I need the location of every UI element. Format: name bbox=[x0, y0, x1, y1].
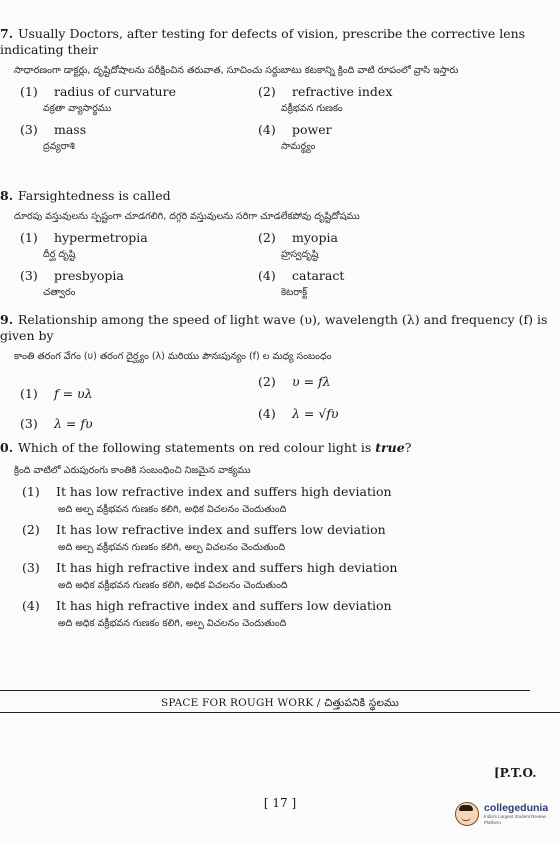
option: (4) cataract కెటరాక్ట్ bbox=[258, 268, 345, 298]
option: (1) hypermetropia దీర్ఘ దృష్టి bbox=[20, 230, 148, 260]
option: (1) It has low refractive index and suffers high deviation అది అల్ప వక్రీభవన గుణకం కలిగి, అధిక విచలనం చెందుతుంది bbox=[22, 484, 392, 515]
question-8-stem: 8. Farsightedness is called bbox=[0, 188, 171, 203]
question-7-telugu: సాధారణంగా డాక్టర్లు, దృష్టిదోషాలను పరీక్షించిన తరువాత, సూచించు సర్దుబాటు కటకాన్ని క్రింది వాటి రూపంలో వ్రాసి ఇస్తారు bbox=[14, 65, 459, 76]
rough-work-label: SPACE FOR ROUGH WORK / చిత్తుపనికి స్థలము bbox=[160, 697, 400, 709]
collegedunia-logo bbox=[455, 800, 555, 828]
question-8-telugu: దూరపు వస్తువులను స్పష్టంగా చూడగలిగి, దగ్గరి వస్తువులను సరిగా చూడలేకపోవు దృష్టిదోషము bbox=[14, 211, 360, 222]
question-9-telugu: కాంతి తరంగ వేగం (υ) తరంగ దైర్ఘ్యం (λ) మరియు పౌనఃపున్యం (f) ల మధ్య సంబంధం bbox=[14, 351, 332, 362]
option: (2) It has low refractive index and suffers low deviation అది అల్ప వక్రీభవన గుణకం కలిగి, అల్ప విచలనం చెందుతుంది bbox=[22, 522, 386, 553]
option: (4) It has high refractive index and suffers low deviation అది అధిక వక్రీభవన గుణకం కలిగి, అల్ప విచలనం చెందుతుంది bbox=[22, 598, 392, 629]
question-10-telugu: క్రింది వాటిలో ఎరుపురంగు కాంతికి సంబంధించి నిజమైన వాక్యము bbox=[14, 465, 251, 476]
avatar-icon bbox=[455, 802, 479, 826]
question-8 bbox=[0, 188, 548, 306]
question-9-options bbox=[20, 374, 548, 432]
option: (3) It has high refractive index and suffers high deviation అది అధిక వక్రీభవన గుణకం కలిగి, అధిక విచలనం చెందుతుంది bbox=[22, 560, 398, 591]
question-number: 9. bbox=[0, 312, 14, 327]
question-number: 0. bbox=[0, 440, 14, 455]
option: (3) λ = fυ bbox=[20, 416, 93, 431]
question-10-stem: 0. Which of the following statements on red colour light is true? bbox=[0, 440, 412, 455]
option: (3) presbyopia చత్వారం bbox=[20, 268, 124, 298]
logo-name: collegedunia bbox=[484, 802, 549, 814]
question-7-stem: 7. Usually Doctors, after testing for defects of vision, prescribe the corrective lens indicating their bbox=[0, 26, 526, 57]
question-number: 7. bbox=[0, 26, 14, 41]
question-8-options bbox=[20, 230, 548, 306]
option: (4) λ = √fυ bbox=[258, 406, 339, 421]
divider-line bbox=[0, 690, 530, 691]
option: (2) υ = fλ bbox=[258, 374, 331, 389]
question-7 bbox=[0, 26, 548, 160]
option: (1) radius of curvature వక్రతా వ్యాసార్థము bbox=[20, 84, 176, 114]
question-number: 8. bbox=[0, 188, 14, 203]
question-10 bbox=[0, 440, 548, 636]
option: (1) f = υλ bbox=[20, 386, 93, 401]
option: (4) power సామర్థ్యం bbox=[258, 122, 332, 152]
option: (2) refractive index వక్రీభవన గుణకం bbox=[258, 84, 393, 114]
question-9 bbox=[0, 312, 548, 432]
divider-line bbox=[0, 712, 560, 713]
option: (2) myopia హ్రస్వదృష్టి bbox=[258, 230, 338, 260]
question-7-options bbox=[20, 84, 548, 160]
option: (3) mass ద్రవ్యరాశి bbox=[20, 122, 87, 152]
page-number: [ 17 ] bbox=[263, 796, 297, 810]
logo-tagline: India's Largest Student Review Platform bbox=[484, 814, 546, 825]
pto-label: [P.T.O. bbox=[494, 766, 537, 780]
question-9-stem: 9. Relationship among the speed of light wave (υ), wavelength (λ) and frequency (f) is given by bbox=[0, 312, 548, 343]
question-10-options bbox=[0, 484, 548, 631]
